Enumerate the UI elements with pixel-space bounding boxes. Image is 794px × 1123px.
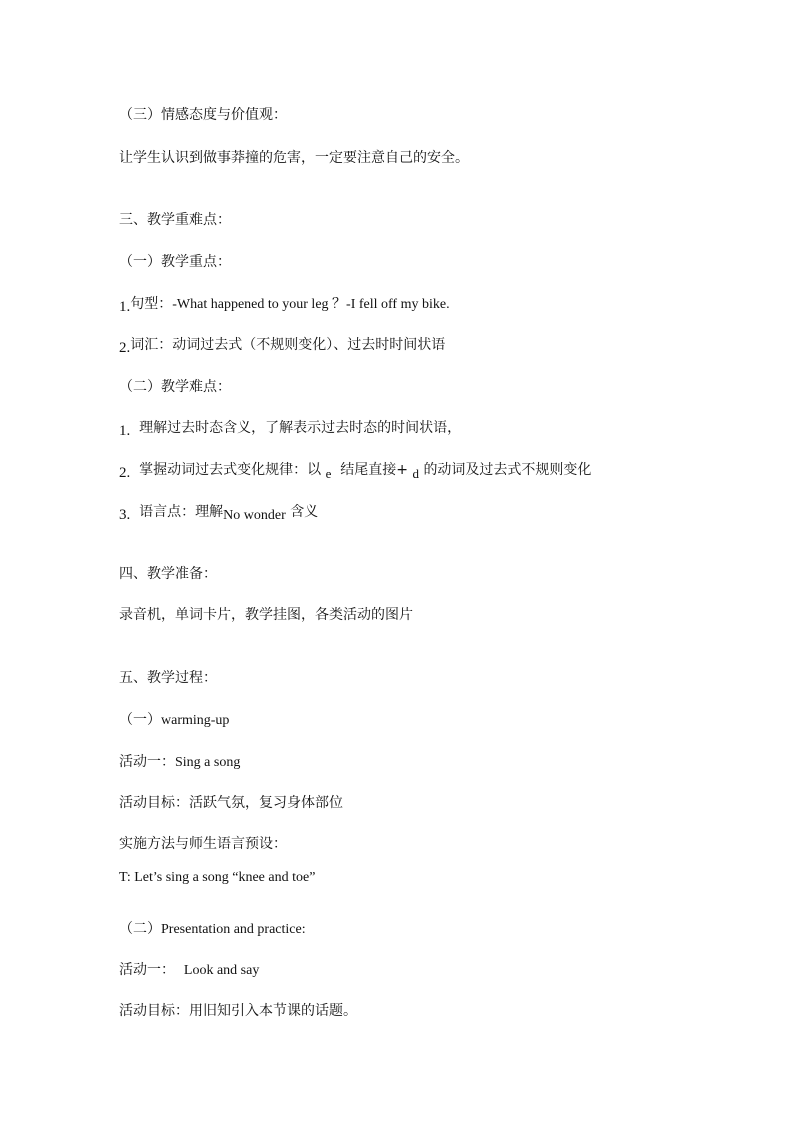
focus-item-1-label: 句型：	[130, 296, 173, 312]
section-4-heading	[119, 564, 754, 584]
difficulty-item-3-text-a: 语言点：理解	[139, 504, 224, 520]
focus-item-1-sentence: -What happened to your leg ？-I fell off my bike.	[172, 297, 450, 312]
process-part-1-heading-en: warming-up	[161, 713, 230, 728]
difficulty-item-3-text-b: 含义	[290, 504, 319, 520]
section-4-heading-text: 四、教学准备：	[119, 566, 217, 582]
difficulty-item-2-letter-e: e	[325, 466, 332, 481]
activity-1-dialogue	[119, 867, 754, 888]
teaching-focus-heading-text: （一）教学重点：	[119, 254, 231, 270]
section-5-heading-text: 五、教学过程：	[119, 670, 217, 686]
process-part-1-heading-cn: （一）	[119, 712, 161, 728]
difficulty-item-3-phrase: No wonder	[223, 508, 286, 523]
focus-item-1-number: 1.	[119, 299, 131, 315]
difficulty-item-2-text-c: 的动词及过去式不规则变化	[423, 462, 592, 478]
preparation-text: 录音机，单词卡片，教学挂图，各类活动的图片	[119, 607, 413, 623]
process-part-1-heading	[119, 710, 754, 731]
section-5-heading	[119, 668, 754, 688]
activity-1-goal-text: 活动目标：活跃气氛，复习身体部位	[119, 795, 343, 811]
preparation-paragraph	[119, 605, 754, 625]
activity-2-title: Look and say	[183, 963, 260, 978]
difficulty-item-2	[119, 460, 754, 480]
difficulty-item-1	[119, 418, 754, 438]
activity-1-dialogue-text: T: Let’s sing a song “knee and toe”	[119, 870, 316, 885]
process-part-2-heading-cn: （二）	[119, 921, 161, 937]
activity-1-method-text: 实施方法与师生语言预设：	[119, 836, 287, 852]
emotion-attitude-heading-text: （三）情感态度与价值观：	[119, 107, 287, 123]
section-3-heading	[119, 210, 754, 230]
emotion-attitude-heading	[119, 105, 754, 125]
activity-1-title: Sing a song	[175, 755, 241, 770]
activity-1-label: 活动一：	[119, 754, 175, 770]
focus-item-2-number: 2.	[119, 340, 131, 356]
activity-1-line	[119, 752, 754, 773]
activity-2-line	[119, 960, 754, 981]
teaching-focus-heading	[119, 252, 754, 272]
process-part-2-heading-en: Presentation and practice:	[161, 922, 306, 937]
activity-2-goal-text: 活动目标：用旧知引入本节课的话题。	[119, 1003, 357, 1019]
emotion-attitude-text: 让学生认识到做事莽撞的危害，一定要注意自己的安全。	[119, 150, 469, 166]
difficulty-item-1-text: 理解过去时态含义，了解表示过去时态的时间状语，	[139, 420, 462, 436]
teaching-difficulty-heading	[119, 377, 754, 397]
process-part-2-heading	[119, 919, 754, 940]
activity-1-goal	[119, 793, 754, 813]
difficulty-item-1-number: 1.	[119, 423, 131, 439]
difficulty-item-2-number: 2.	[119, 465, 131, 481]
teaching-difficulty-heading-text: （二）教学难点：	[119, 379, 231, 395]
section-3-heading-text: 三、教学重难点：	[119, 212, 231, 228]
emotion-attitude-paragraph	[119, 148, 754, 168]
difficulty-item-2-letter-d: d	[412, 466, 419, 481]
focus-item-2	[119, 335, 754, 355]
difficulty-item-3-number: 3.	[119, 507, 131, 523]
difficulty-item-2-text-a: 掌握动词过去式变化规律：以	[139, 462, 322, 478]
difficulty-item-3	[119, 502, 754, 523]
difficulty-item-2-text-b: 结尾直接+	[340, 462, 409, 478]
focus-item-2-text: 词汇：动词过去式（不规则变化）、过去时时间状语	[130, 337, 446, 353]
focus-item-1	[119, 294, 754, 315]
activity-1-method	[119, 834, 754, 854]
activity-2-label: 活动一：	[119, 962, 175, 978]
activity-2-goal	[119, 1001, 754, 1021]
